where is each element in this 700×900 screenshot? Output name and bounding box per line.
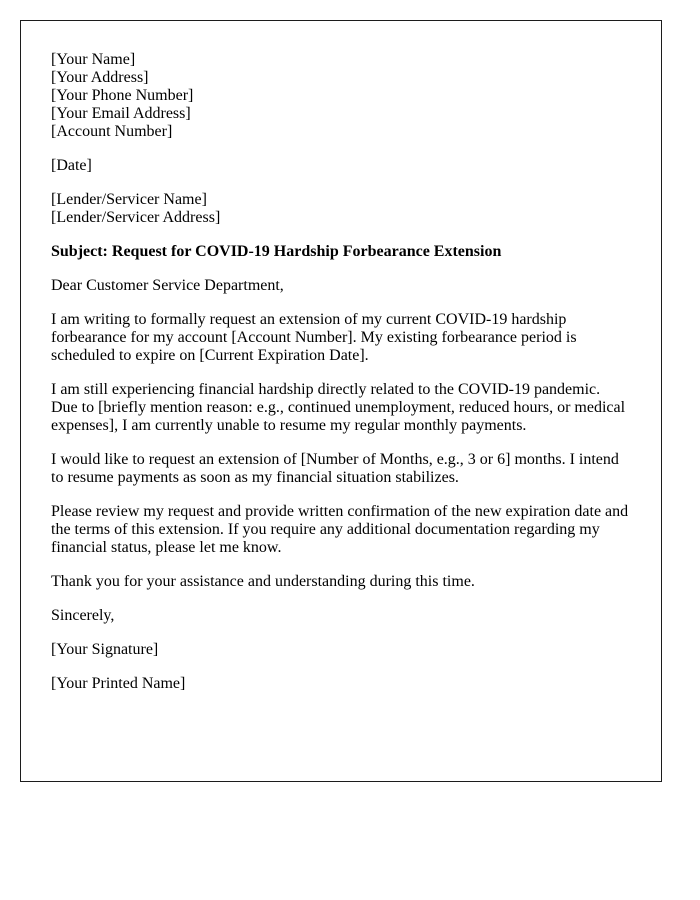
sender-name-line: [Your Name] — [51, 51, 136, 68]
salutation: Dear Customer Service Department, — [51, 277, 284, 294]
recipient-name-line: [Lender/Servicer Name] — [51, 191, 207, 208]
signature-placeholder: [Your Signature] — [51, 641, 159, 658]
recipient-address-line: [Lender/Servicer Address] — [51, 209, 221, 226]
body-paragraph-4: Please review my request and provide written confirmation of the new expiration date and the terms of this extension. If you require any additional documentation regarding my financial status, please let me know. — [51, 503, 629, 556]
body-paragraph-3: I would like to request an extension of [Number of Months, e.g., 3 or 6] months. I intend to resume payments as soon as my financial situation stabilizes. — [51, 451, 619, 486]
sender-block — [51, 51, 630, 141]
letter-page — [20, 20, 662, 782]
body-paragraph-1: I am writing to formally request an extension of my current COVID-19 hardship forbearance for my account [Account Number]. My existing forbearance period is scheduled to expire on [Current Expiration Date]. — [51, 311, 577, 364]
sender-email-line: [Your Email Address] — [51, 105, 191, 122]
sender-phone-line: [Your Phone Number] — [51, 87, 194, 104]
recipient-block — [51, 191, 630, 227]
body-paragraph-2: I am still experiencing financial hardship directly related to the COVID-19 pandemic. Due to [briefly mention reason: e.g., continued unemployment, reduced hours, or medical expenses], I am currently unable to resume my regular monthly payments. — [51, 381, 626, 434]
sender-address-line: [Your Address] — [51, 69, 149, 86]
subject-line: Subject: Request for COVID-19 Hardship Forbearance Extension — [51, 243, 502, 260]
body-paragraph-5: Thank you for your assistance and understanding during this time. — [51, 573, 475, 590]
printed-name-placeholder: [Your Printed Name] — [51, 675, 186, 692]
closing-line: Sincerely, — [51, 607, 115, 624]
date-line: [Date] — [51, 157, 92, 174]
sender-account-line: [Account Number] — [51, 123, 173, 140]
